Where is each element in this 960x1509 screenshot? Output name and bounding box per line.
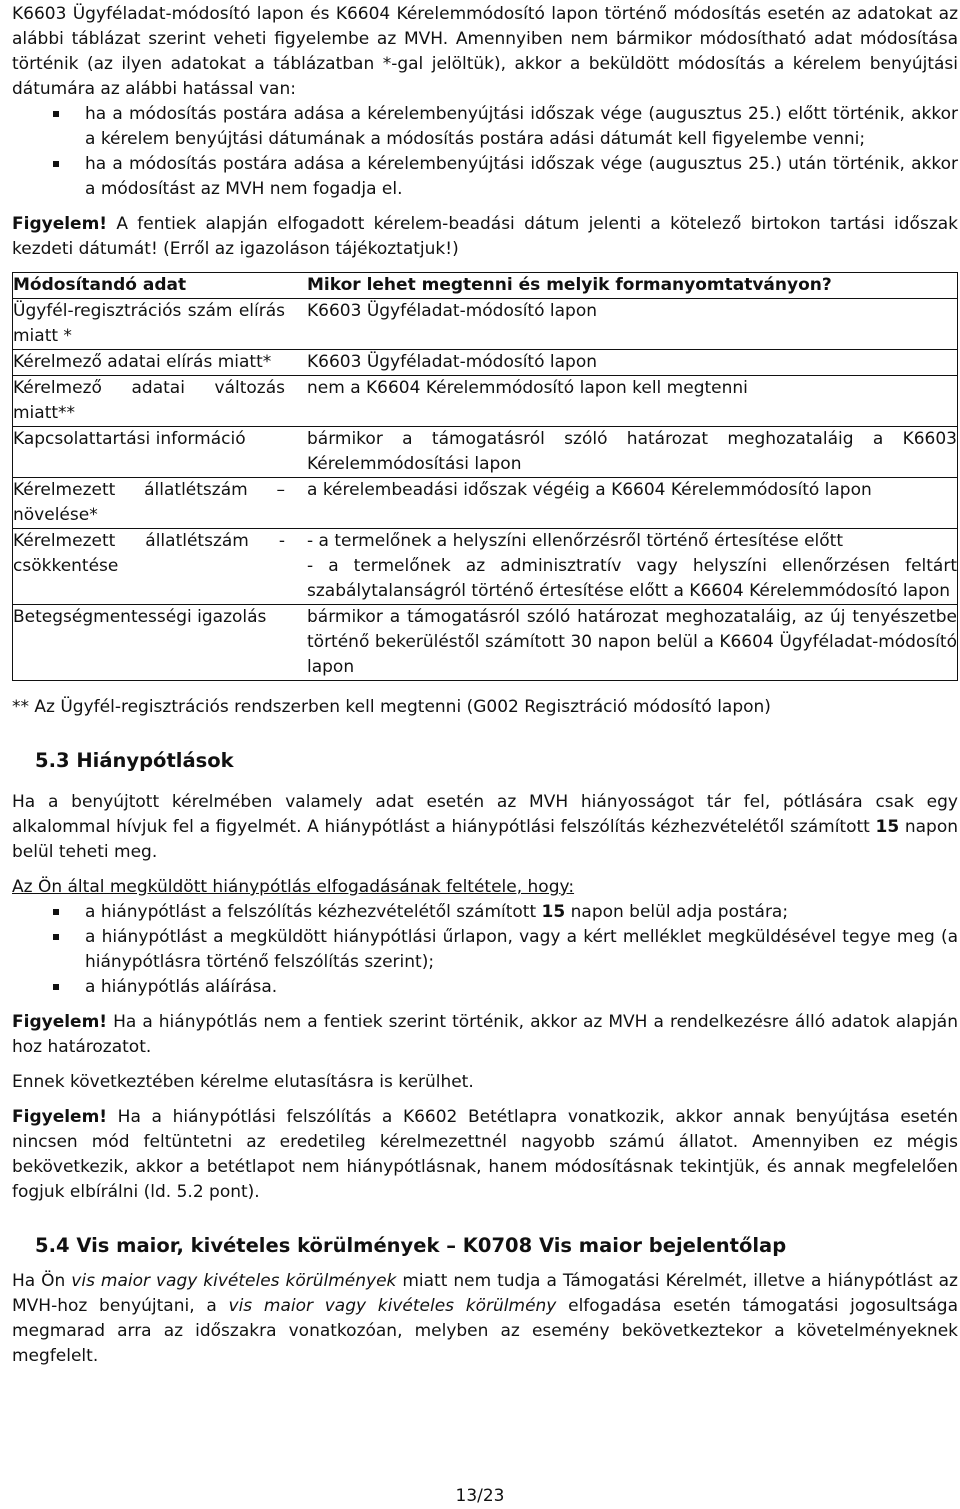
- table-row: Kérelmező adatai elírás miatt* K6603 Ügyféladat-módosító lapon: [13, 350, 958, 376]
- section-heading-5-3: 5.3 Hiánypótlások: [35, 749, 234, 772]
- table-row: Kérelmező adatai változás miatt** nem a K6604 Kérelemmódosító lapon kell megtenni: [13, 376, 958, 427]
- square-bullet-icon: [53, 161, 59, 167]
- table-row: Kérelmezett állatlétszám - csökkentése - a termelőnek a helyszíni ellenőrzésről történő értesítése előtt - a termelőnek az adminisztratív vagy helyszíni ellenőrzésen feltárt szabálytalanságról történő értesítése előtt a K6604 Kérelemmódosító lapon: [13, 529, 958, 605]
- document-page: [12, 0, 958, 1369]
- table-row: Betegségmentességi igazolás bármikor a támogatásról szóló határozat meghozataláig, az új tenyészetbe történő bekerüléstől számított 30 napon belül a K6604 Ügyféladat-módosító lapon: [13, 607, 957, 677]
- square-bullet-icon: [53, 909, 59, 915]
- square-bullet-icon: [53, 111, 59, 117]
- warning-paragraph: Figyelem! Ha a hiánypótlási felszólítás a K6602 Betétlapra vonatkozik, akkor annak benyújtása esetén nincsen mód feltüntetni az eredetileg kérelmezettnél nagyobb számú állatot. Amennyiben ez mégis bekövetkezik, akkor a betétlapot nem hiánypótlásnak, hanem módosításnak tekintjük, és annak megfelelően fogjuk elbírálni (ld. 5.2 pont).: [12, 1107, 958, 1202]
- table-header-cell: Módosítandó adat: [13, 273, 286, 299]
- conditions-title: Az Ön által megküldött hiánypótlás elfogadásának feltétele, hogy:: [12, 877, 575, 897]
- list-item: a hiánypótlást a megküldött hiánypótlási űrlapon, vagy a kért melléklet megküldésével tegye meg (a hiánypótlásra történő felszólítás szerint);: [85, 925, 958, 975]
- section-5-3-paragraph: Ha a benyújtott kérelmében valamely adat esetén az MVH hiányosságot tár fel, pótlására csak egy alkalommal hívjuk fel a figyelmét. A hiánypótlást a hiánypótlási felszólítás kézhezvételétől számított 15 napon belül teheti meg.: [12, 792, 958, 862]
- table-footnote: ** Az Ügyfél-regisztrációs rendszerben kell megtenni (G002 Regisztráció módosító lapon): [12, 697, 771, 717]
- intro-bullet-list: [12, 102, 958, 202]
- warning-paragraph: Figyelem! Ha a hiánypótlás nem a fentiek szerint történik, akkor az MVH a rendelkezésre álló adatok alapján hoz határozatot.: [12, 1012, 958, 1057]
- table-row: Kapcsolattartási információ bármikor a támogatásról szóló határozat meghozataláig a K6603 Kérelemmódosítási lapon: [13, 427, 958, 478]
- list-item: ha a módosítás postára adása a kérelembenyújtási időszak vége (augusztus 25.) előtt történik, akkor a kérelem benyújtási dátumának a módosítás postára adási dátumát kell figyelembe venni;: [85, 102, 958, 152]
- table-header-cell: Mikor lehet megtenni és melyik formanyomtatványon?: [285, 273, 958, 299]
- rejection-note: Ennek következtében kérelme elutasításra is kerülhet.: [12, 1072, 474, 1092]
- table-row: Kérelmezett állatlétszám – növelése* a kérelembeadási időszak végéig a K6604 Kérelemmódosító lapon: [13, 478, 958, 529]
- square-bullet-icon: [53, 984, 59, 990]
- section-5-4-paragraph: Ha Ön vis maior vagy kivételes körülmények miatt nem tudja a Támogatási Kérelmét, illetve a hiánypótlást az MVH-hoz benyújtani, a vis maior vagy kivételes körülmény elfogadása esetén támogatási jogosultsága megmarad arra az időszakra vonatkozóan, melyben az esemény bekövetkeztekor a követelményeknek megfelelt.: [12, 1271, 958, 1366]
- table-header-row: [13, 273, 958, 299]
- conditions-list: [12, 900, 958, 1000]
- intro-paragraph: K6603 Ügyféladat-módosító lapon és K6604 Kérelemmódosító lapon történő módosítás esetén az adatokat az alábbi táblázat szerint veheti figyelembe az MVH. Amennyiben nem bármikor módosítható adat módosítása történik (az ilyen adatokat a táblázatban *-gal jelöltük), akkor a beküldött módosítás a kérelem benyújtási dátumára az alábbi hatással van:: [12, 4, 958, 99]
- list-item: a hiánypótlás aláírása.: [85, 975, 958, 1000]
- section-heading-5-4: 5.4 Vis maior, kivételes körülmények – K0708 Vis maior bejelentőlap: [35, 1234, 787, 1257]
- modification-table: [12, 272, 958, 681]
- intro-warning: Figyelem! A fentiek alapján elfogadott kérelem-beadási dátum jelenti a kötelező birtokon tartási időszak kezdeti dátumát! (Erről az igazoláson tájékoztatjuk!): [12, 214, 958, 259]
- square-bullet-icon: [53, 934, 59, 940]
- list-item: a hiánypótlást a felszólítás kézhezvételétől számított 15 napon belül adja postára;: [85, 900, 958, 925]
- table-row: Ügyfél-regisztrációs szám elírás miatt * K6603 Ügyféladat-módosító lapon: [13, 299, 958, 350]
- page-number: 13/23: [455, 1486, 505, 1506]
- list-item: ha a módosítás postára adása a kérelembenyújtási időszak vége (augusztus 25.) után történik, akkor a módosítást az MVH nem fogadja el.: [85, 152, 958, 202]
